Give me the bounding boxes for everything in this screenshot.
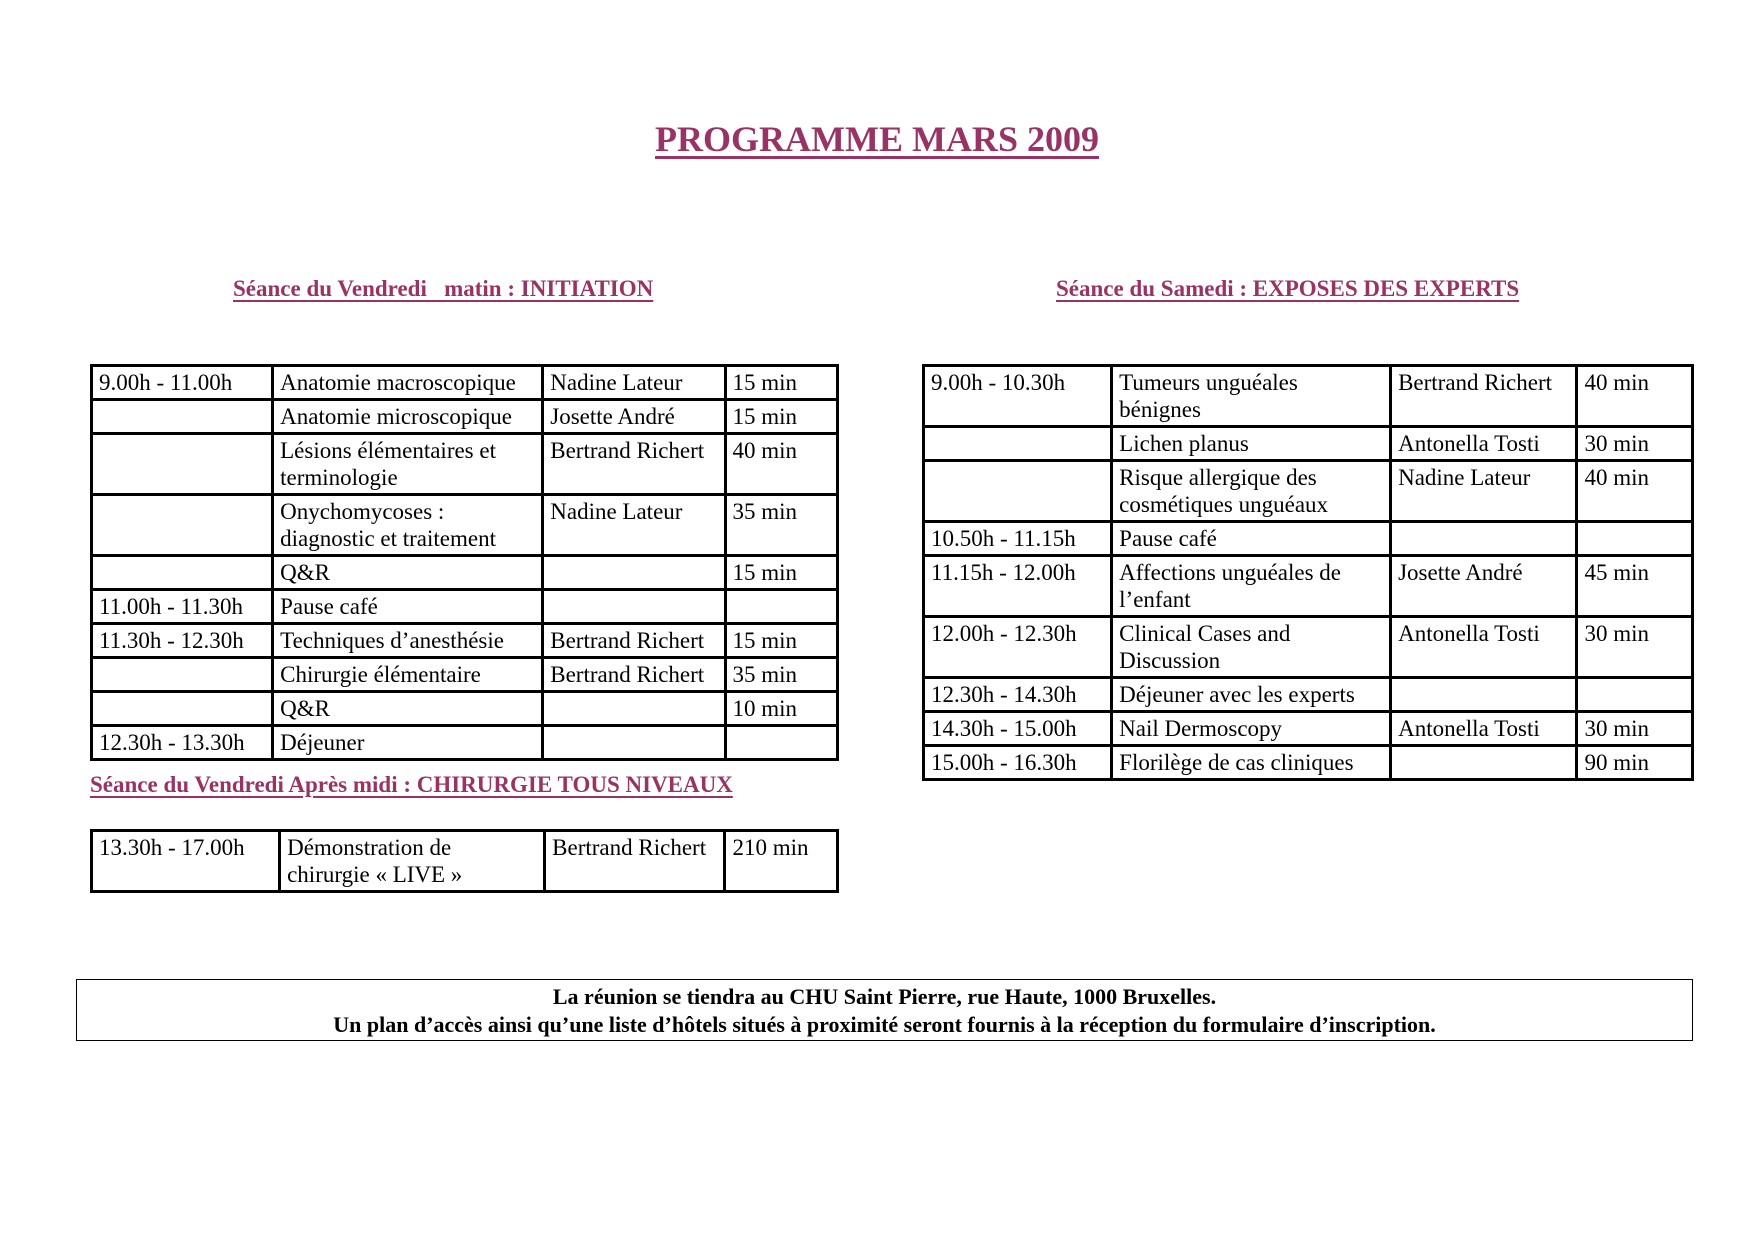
topic-cell: Chirurgie élémentaire xyxy=(273,658,543,692)
friday-morning-table xyxy=(90,364,839,761)
friday-morning-heading: Séance du Vendredi matin : INITIATION xyxy=(233,276,654,301)
time-cell: 11.15h - 12.00h xyxy=(924,556,1112,617)
time-cell: 14.30h - 15.00h xyxy=(924,712,1112,746)
duration-cell: 30 min xyxy=(1577,427,1693,461)
duration-cell: 40 min xyxy=(725,434,838,495)
time-cell xyxy=(924,461,1112,522)
table-row xyxy=(92,658,838,692)
topic-cell: Onychomycoses : diagnostic et traitement xyxy=(273,495,543,556)
speaker-cell: Antonella Tosti xyxy=(1391,427,1577,461)
time-cell: 10.50h - 11.15h xyxy=(924,522,1112,556)
saturday-heading: Séance du Samedi : EXPOSES DES EXPERTS xyxy=(1056,276,1520,301)
duration-cell: 10 min xyxy=(725,692,838,726)
table-row xyxy=(92,366,838,400)
speaker-cell: Bertrand Richert xyxy=(1391,366,1577,427)
time-cell xyxy=(924,427,1112,461)
duration-cell: 40 min xyxy=(1577,366,1693,427)
hotel-info-line: Un plan d’accès ainsi qu’une liste d’hôtels situés à proximité seront fournis à la réception du formulaire d’inscription. xyxy=(333,1012,1436,1037)
topic-cell: Affections unguéales de l’enfant xyxy=(1112,556,1391,617)
topic-cell: Lésions élémentaires et terminologie xyxy=(273,434,543,495)
speaker-cell xyxy=(1391,678,1577,712)
table-row xyxy=(924,746,1693,780)
time-cell: 13.30h - 17.00h xyxy=(92,831,280,892)
time-cell xyxy=(92,400,273,434)
duration-cell: 210 min xyxy=(725,831,838,892)
time-cell: 12.30h - 14.30h xyxy=(924,678,1112,712)
topic-cell: Anatomie microscopique xyxy=(273,400,543,434)
topic-cell: Techniques d’anesthésie xyxy=(273,624,543,658)
duration-cell: 15 min xyxy=(725,624,838,658)
time-cell: 15.00h - 16.30h xyxy=(924,746,1112,780)
topic-cell: Pause café xyxy=(1112,522,1391,556)
topic-cell: Déjeuner xyxy=(273,726,543,760)
speaker-cell xyxy=(1391,522,1577,556)
time-cell: 9.00h - 10.30h xyxy=(924,366,1112,427)
time-cell: 12.00h - 12.30h xyxy=(924,617,1112,678)
table-row xyxy=(92,692,838,726)
duration-cell: 15 min xyxy=(725,556,838,590)
duration-cell: 90 min xyxy=(1577,746,1693,780)
duration-cell xyxy=(1577,678,1693,712)
duration-cell xyxy=(1577,522,1693,556)
topic-cell: Démonstration de chirurgie « LIVE » xyxy=(280,831,545,892)
table-row xyxy=(92,556,838,590)
duration-cell: 40 min xyxy=(1577,461,1693,522)
speaker-cell xyxy=(543,590,725,624)
speaker-cell: Bertrand Richert xyxy=(545,831,725,892)
duration-cell: 35 min xyxy=(725,495,838,556)
time-cell xyxy=(92,434,273,495)
table-row xyxy=(92,495,838,556)
table-row xyxy=(924,427,1693,461)
venue-info-box xyxy=(76,979,1693,1041)
duration-cell: 15 min xyxy=(725,366,838,400)
topic-cell: Pause café xyxy=(273,590,543,624)
table-row xyxy=(924,556,1693,617)
time-cell: 9.00h - 11.00h xyxy=(92,366,273,400)
speaker-cell xyxy=(1391,746,1577,780)
duration-cell: 45 min xyxy=(1577,556,1693,617)
time-cell xyxy=(92,495,273,556)
table-row xyxy=(924,617,1693,678)
speaker-cell: Bertrand Richert xyxy=(543,434,725,495)
table-row xyxy=(92,624,838,658)
topic-cell: Déjeuner avec les experts xyxy=(1112,678,1391,712)
topic-cell: Risque allergique des cosmétiques unguéaux xyxy=(1112,461,1391,522)
speaker-cell xyxy=(543,556,725,590)
duration-cell: 30 min xyxy=(1577,617,1693,678)
page-title xyxy=(0,118,1754,160)
time-cell: 12.30h - 13.30h xyxy=(92,726,273,760)
topic-cell: Q&R xyxy=(273,692,543,726)
topic-cell: Florilège de cas cliniques xyxy=(1112,746,1391,780)
page-title-text: PROGRAMME MARS 2009 xyxy=(655,119,1099,159)
table-row xyxy=(92,400,838,434)
time-cell xyxy=(92,692,273,726)
speaker-cell xyxy=(543,692,725,726)
topic-cell: Q&R xyxy=(273,556,543,590)
table-row xyxy=(924,522,1693,556)
speaker-cell: Bertrand Richert xyxy=(543,658,725,692)
topic-cell: Nail Dermoscopy xyxy=(1112,712,1391,746)
duration-cell xyxy=(725,590,838,624)
saturday-table xyxy=(922,364,1694,781)
speaker-cell: Nadine Lateur xyxy=(543,366,725,400)
duration-cell: 15 min xyxy=(725,400,838,434)
table-row xyxy=(92,590,838,624)
topic-cell: Lichen planus xyxy=(1112,427,1391,461)
topic-cell: Clinical Cases and Discussion xyxy=(1112,617,1391,678)
speaker-cell xyxy=(543,726,725,760)
duration-cell: 30 min xyxy=(1577,712,1693,746)
friday-afternoon-heading: Séance du Vendredi Après midi : CHIRURGIE TOUS NIVEAUX xyxy=(90,772,733,797)
speaker-cell: Antonella Tosti xyxy=(1391,712,1577,746)
table-row xyxy=(924,461,1693,522)
venue-line: La réunion se tiendra au CHU Saint Pierre, rue Haute, 1000 Bruxelles. xyxy=(552,984,1217,1009)
table-row xyxy=(924,678,1693,712)
table-row xyxy=(924,712,1693,746)
table-row xyxy=(924,366,1693,427)
time-cell xyxy=(92,556,273,590)
speaker-cell: Josette André xyxy=(1391,556,1577,617)
table-row xyxy=(92,726,838,760)
duration-cell: 35 min xyxy=(725,658,838,692)
table-row xyxy=(92,434,838,495)
topic-cell: Anatomie macroscopique xyxy=(273,366,543,400)
speaker-cell: Antonella Tosti xyxy=(1391,617,1577,678)
speaker-cell: Josette André xyxy=(543,400,725,434)
speaker-cell: Nadine Lateur xyxy=(1391,461,1577,522)
speaker-cell: Bertrand Richert xyxy=(543,624,725,658)
duration-cell xyxy=(725,726,838,760)
table-row xyxy=(92,831,838,892)
time-cell xyxy=(92,658,273,692)
friday-afternoon-table xyxy=(90,829,839,893)
speaker-cell: Nadine Lateur xyxy=(543,495,725,556)
time-cell: 11.00h - 11.30h xyxy=(92,590,273,624)
time-cell: 11.30h - 12.30h xyxy=(92,624,273,658)
topic-cell: Tumeurs unguéales bénignes xyxy=(1112,366,1391,427)
